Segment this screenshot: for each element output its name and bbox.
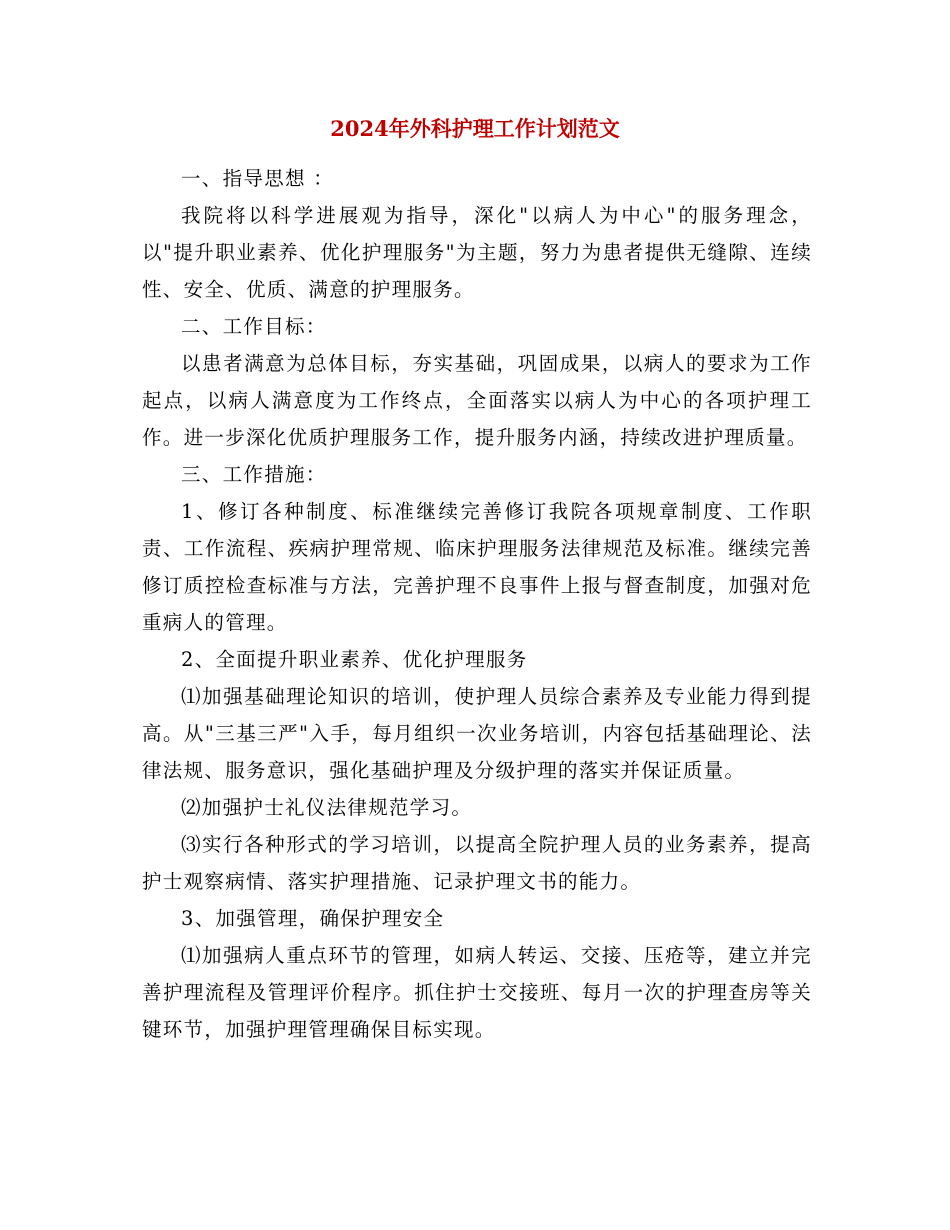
heading-guiding-ideology: 一、指导思想 ： (181, 167, 335, 190)
heading-work-goals: 二、工作目标： (181, 315, 327, 338)
heading-work-measures: 三、工作措施： (181, 463, 327, 486)
document-title: 2024年外科护理工作计划范文 (330, 116, 620, 141)
paragraph-guiding-ideology: 我院将以科学进展观为指导，深化"以病人为中心"的服务理念，以"提升职业素养、优化护理服务"为主题，努力为患者提供无缝隙、连续性、安全、优质、满意的护理服务。 (142, 204, 812, 301)
paragraph-measure-3-item-1: ⑴加强病人重点环节的管理，如病人转运、交接、压疮等，建立并完善护理流程及管理评价程序。抓住护士交接班、每月一次的护理查房等关键环节，加强护理管理确保目标实现。 (142, 944, 812, 1041)
subheading-measure-3: 3、加强管理，确保护理安全 (181, 907, 445, 930)
paragraph-work-goals: 以患者满意为总体目标，夯实基础，巩固成果，以病人的要求为工作起点，以病人满意度为工作终点，全面落实以病人为中心的各项护理工作。进一步深化优质护理服务工作，提升服务内涵，持续改进护理质量。 (142, 352, 812, 449)
paragraph-measure-2-item-3: ⑶实行各种形式的学习培训，以提高全院护理人员的业务素养，提高护士观察病情、落实护理措施、记录护理文书的能力。 (142, 833, 812, 893)
paragraph-measure-2-item-1: ⑴加强基础理论知识的培训，使护理人员综合素养及专业能力得到提高。从"三基三严"入手，每月组织一次业务培训，内容包括基础理论、法律法规、服务意识，强化基础护理及分级护理的落实并保证质量。 (142, 685, 812, 782)
paragraph-measure-2-item-2: ⑵加强护士礼仪法律规范学习。 (181, 796, 473, 819)
document-body (142, 160, 812, 1048)
paragraph-measure-1: 1、修订各种制度、标准继续完善修订我院各项规章制度、工作职责、工作流程、疾病护理常规、临床护理服务法律规范及标准。继续完善修订质控检查标准与方法，完善护理不良事件上报与督查制度，加强对危重病人的管理。 (142, 500, 812, 634)
subheading-measure-2: 2、全面提升职业素养、优化护理服务 (181, 648, 528, 671)
